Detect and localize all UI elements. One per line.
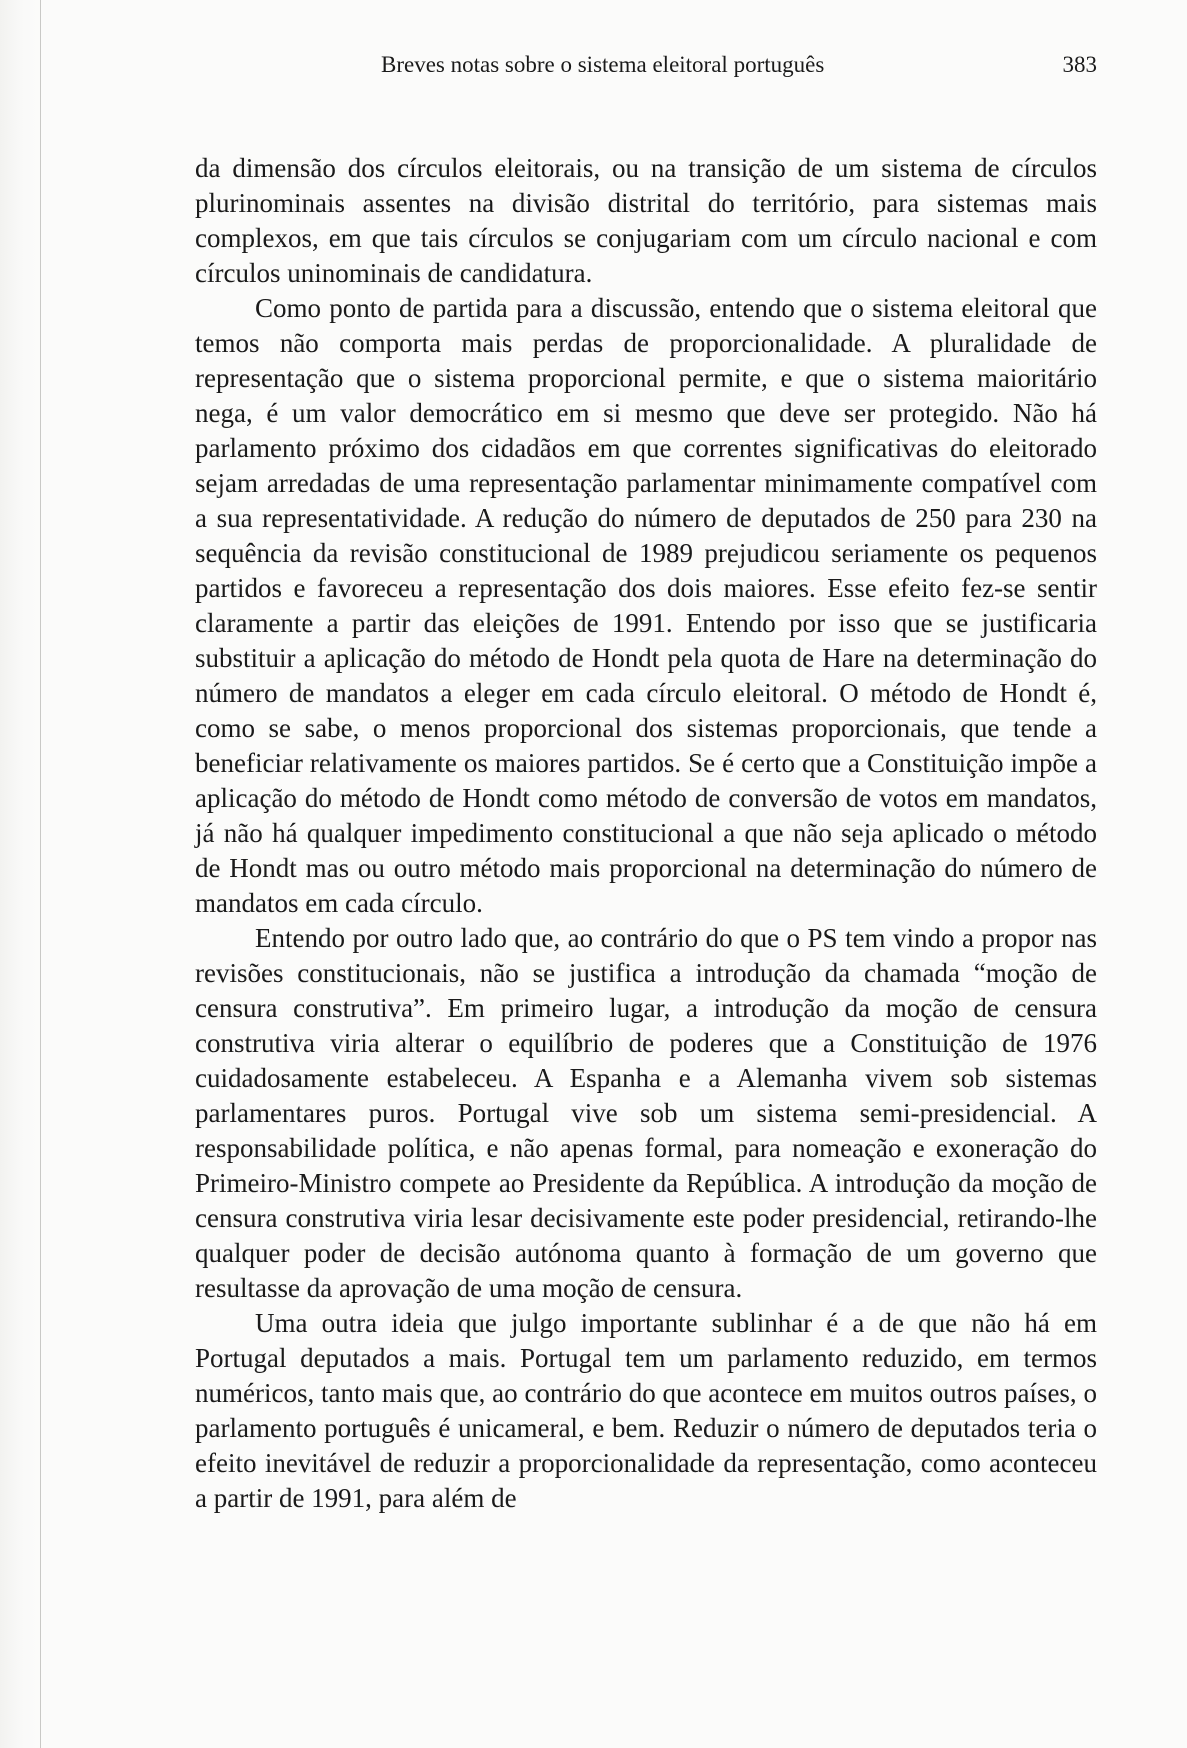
paragraph-continuation: da dimensão dos círculos eleitorais, ou na transição de um sistema de círculos plurinominais assentes na divisão distrital do território, para sistemas mais complexos, em que tais círculos se conjugariam com um círculo nacional e com círculos uninominais de candidatura. (195, 153, 1097, 288)
page-binding-edge (40, 0, 41, 1748)
paragraph: Entendo por outro lado que, ao contrário do que o PS tem vindo a propor nas revisões constitucionais, não se justifica a introdução da chamada “moção de censura construtiva”. Em primeiro lugar, a introdução da moção de censura construtiva viria alterar o equilíbrio de poderes que a Constituição de 1976 cuidadosamente estabeleceu. A Espanha e a Alemanha vivem sob sistemas parlamentares puros. Portugal vive sob um sistema semi-presidencial. A responsabilidade política, e não apenas formal, para nomeação e exoneração do Primeiro-Ministro compete ao Presidente da República. A introdução da moção de censura construtiva viria lesar decisivamente este poder presidencial, retirando-lhe qualquer poder de decisão autónoma quanto à formação de um governo que resultasse da aprovação de uma moção de censura. (195, 923, 1097, 1303)
running-title: Breves notas sobre o sistema eleitoral português (381, 52, 825, 77)
paragraph: Como ponto de partida para a discussão, entendo que o sistema eleitoral que temos não comporta mais perdas de proporcionalidade. A pluralidade de representação que o sistema proporcional permite, e que o sistema maioritário nega, é um valor democrático em si mesmo que deve ser protegido. Não há parlamento próximo dos cidadãos em que correntes significativas do eleitorado sejam arredadas de uma representação parlamentar minimamente compatível com a sua representatividade. A redução do número de deputados de 250 para 230 na sequência da revisão constitucional de 1989 prejudicou seriamente os pequenos partidos e favoreceu a representação dos dois maiores. Esse efeito fez-se sentir claramente a partir das eleições de 1991. Entendo por isso que se justificaria substituir a aplicação do método de Hondt pela quota de Hare na determinação do número de mandatos a eleger em cada círculo eleitoral. O método de Hondt é, como se sabe, o menos proporcional dos sistemas proporcionais, que tende a beneficiar relativamente os maiores partidos. Se é certo que a Constituição impõe a aplicação do método de Hondt como método de conversão de votos em mandatos, já não há qualquer impedimento constitucional a que não seja aplicado o método de Hondt mas ou outro método mais proporcional na determinação do número de mandatos em cada círculo. (195, 293, 1097, 918)
paragraph: Uma outra ideia que julgo importante sublinhar é a de que não há em Portugal deputados a mais. Portugal tem um parlamento reduzido, em termos numéricos, tanto mais que, ao contrário do que acontece em muitos outros países, o parlamento português é unicameral, e bem. Reduzir o número de deputados teria o efeito inevitável de reduzir a proporcionalidade da representação, como aconteceu a partir de 1991, para além de (195, 1308, 1097, 1513)
running-header (195, 52, 1097, 88)
page-number: 383 (1062, 52, 1097, 77)
page-binding-shadow (0, 0, 40, 1748)
body-text (195, 151, 1097, 1516)
